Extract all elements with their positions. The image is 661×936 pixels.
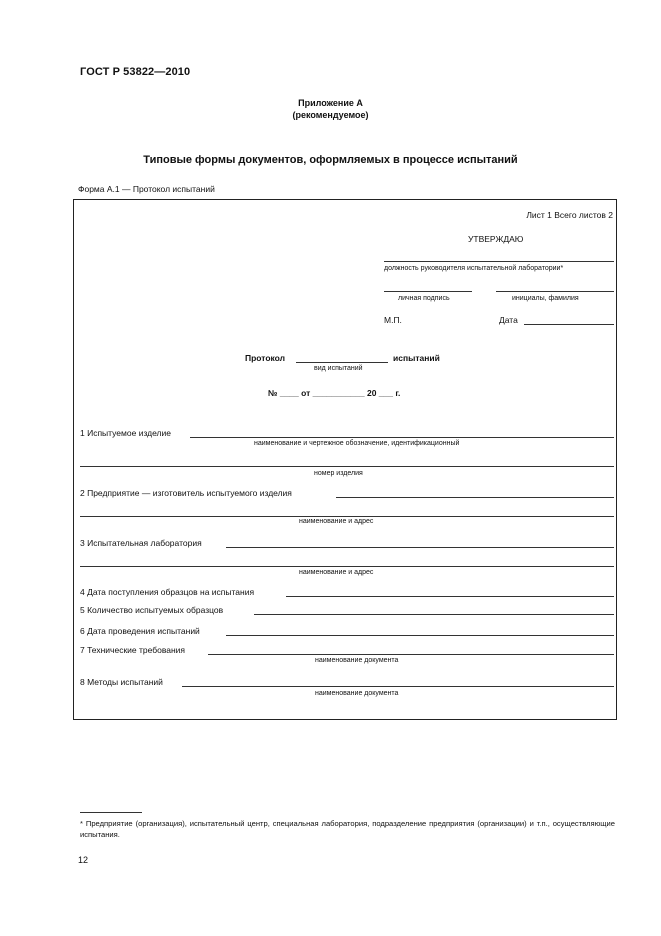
item-7-hint: наименование документа <box>315 657 399 664</box>
item-2-hint: наименование и адрес <box>299 518 374 525</box>
item-3-hint: наименование и адрес <box>299 569 374 576</box>
item-3-line <box>226 547 614 548</box>
tests-word: испытаний <box>393 353 440 363</box>
head-position-hint: должность руководителя испытательной лаборатории* <box>384 265 564 272</box>
protocol-word: Протокол <box>245 353 286 363</box>
footnote: * Предприятие (организация), испытательный центр, специальная лаборатория, подразделение предприятия (организации) и т.п., осуществляющие испытания. <box>80 819 615 839</box>
sheet-count: Лист 1 Всего листов 2 <box>526 210 613 220</box>
date-line <box>524 324 614 325</box>
item-5-label: 5 Количество испытуемых образцов <box>80 605 224 615</box>
item-8-label: 8 Методы испытаний <box>80 677 163 687</box>
standard-code: ГОСТ Р 53822—2010 <box>80 66 191 78</box>
signature-hint: личная подпись <box>398 295 450 302</box>
item-7-label: 7 Технические требования <box>80 645 186 655</box>
signature-line <box>384 291 472 292</box>
item-2-label: 2 Предприятие — изготовитель испытуемого изделия <box>80 488 292 498</box>
item-6-label: 6 Дата проведения испытаний <box>80 626 200 636</box>
item-4-label: 4 Дата поступления образцов на испытания <box>80 587 255 597</box>
item-5-line <box>254 614 614 615</box>
test-type-hint: вид испытаний <box>314 365 363 372</box>
section-title: Типовые формы документов, оформляемых в процессе испытаний <box>143 154 518 166</box>
protocol-type-line <box>296 362 388 363</box>
item-7-line <box>208 654 614 655</box>
item-8-hint: наименование документа <box>315 690 399 697</box>
form-label: Форма А.1 — Протокол испытаний <box>78 184 215 194</box>
item-1-hint: наименование и чертежное обозначение, идентификационный <box>254 440 460 447</box>
item-3-line-2 <box>80 566 614 567</box>
protocol-form-frame <box>73 199 617 720</box>
annex-title: Приложение А <box>298 98 363 108</box>
item-1-line-2 <box>80 466 614 467</box>
page-number: 12 <box>78 855 89 865</box>
item-8-line <box>182 686 614 687</box>
item-1-label: 1 Испытуемое изделие <box>80 428 171 438</box>
date-label: Дата <box>499 315 518 325</box>
annex-note: (рекомендуемое) <box>292 110 369 120</box>
item-6-line <box>226 635 614 636</box>
seal-label: М.П. <box>384 315 402 325</box>
initials-line <box>496 291 614 292</box>
initials-hint: инициалы, фамилия <box>512 295 579 302</box>
item-4-line <box>286 596 614 597</box>
item-1-hint-2: номер изделия <box>314 470 363 477</box>
item-2-line <box>336 497 614 498</box>
approve-label: УТВЕРЖДАЮ <box>468 234 524 244</box>
item-1-line <box>190 437 614 438</box>
item-3-label: 3 Испытательная лаборатория <box>80 538 202 548</box>
footnote-rule <box>80 812 142 813</box>
head-position-line <box>384 261 614 262</box>
item-2-line-2 <box>80 516 614 517</box>
protocol-number-line: № ____ от ___________ 20 ___ г. <box>268 388 401 398</box>
